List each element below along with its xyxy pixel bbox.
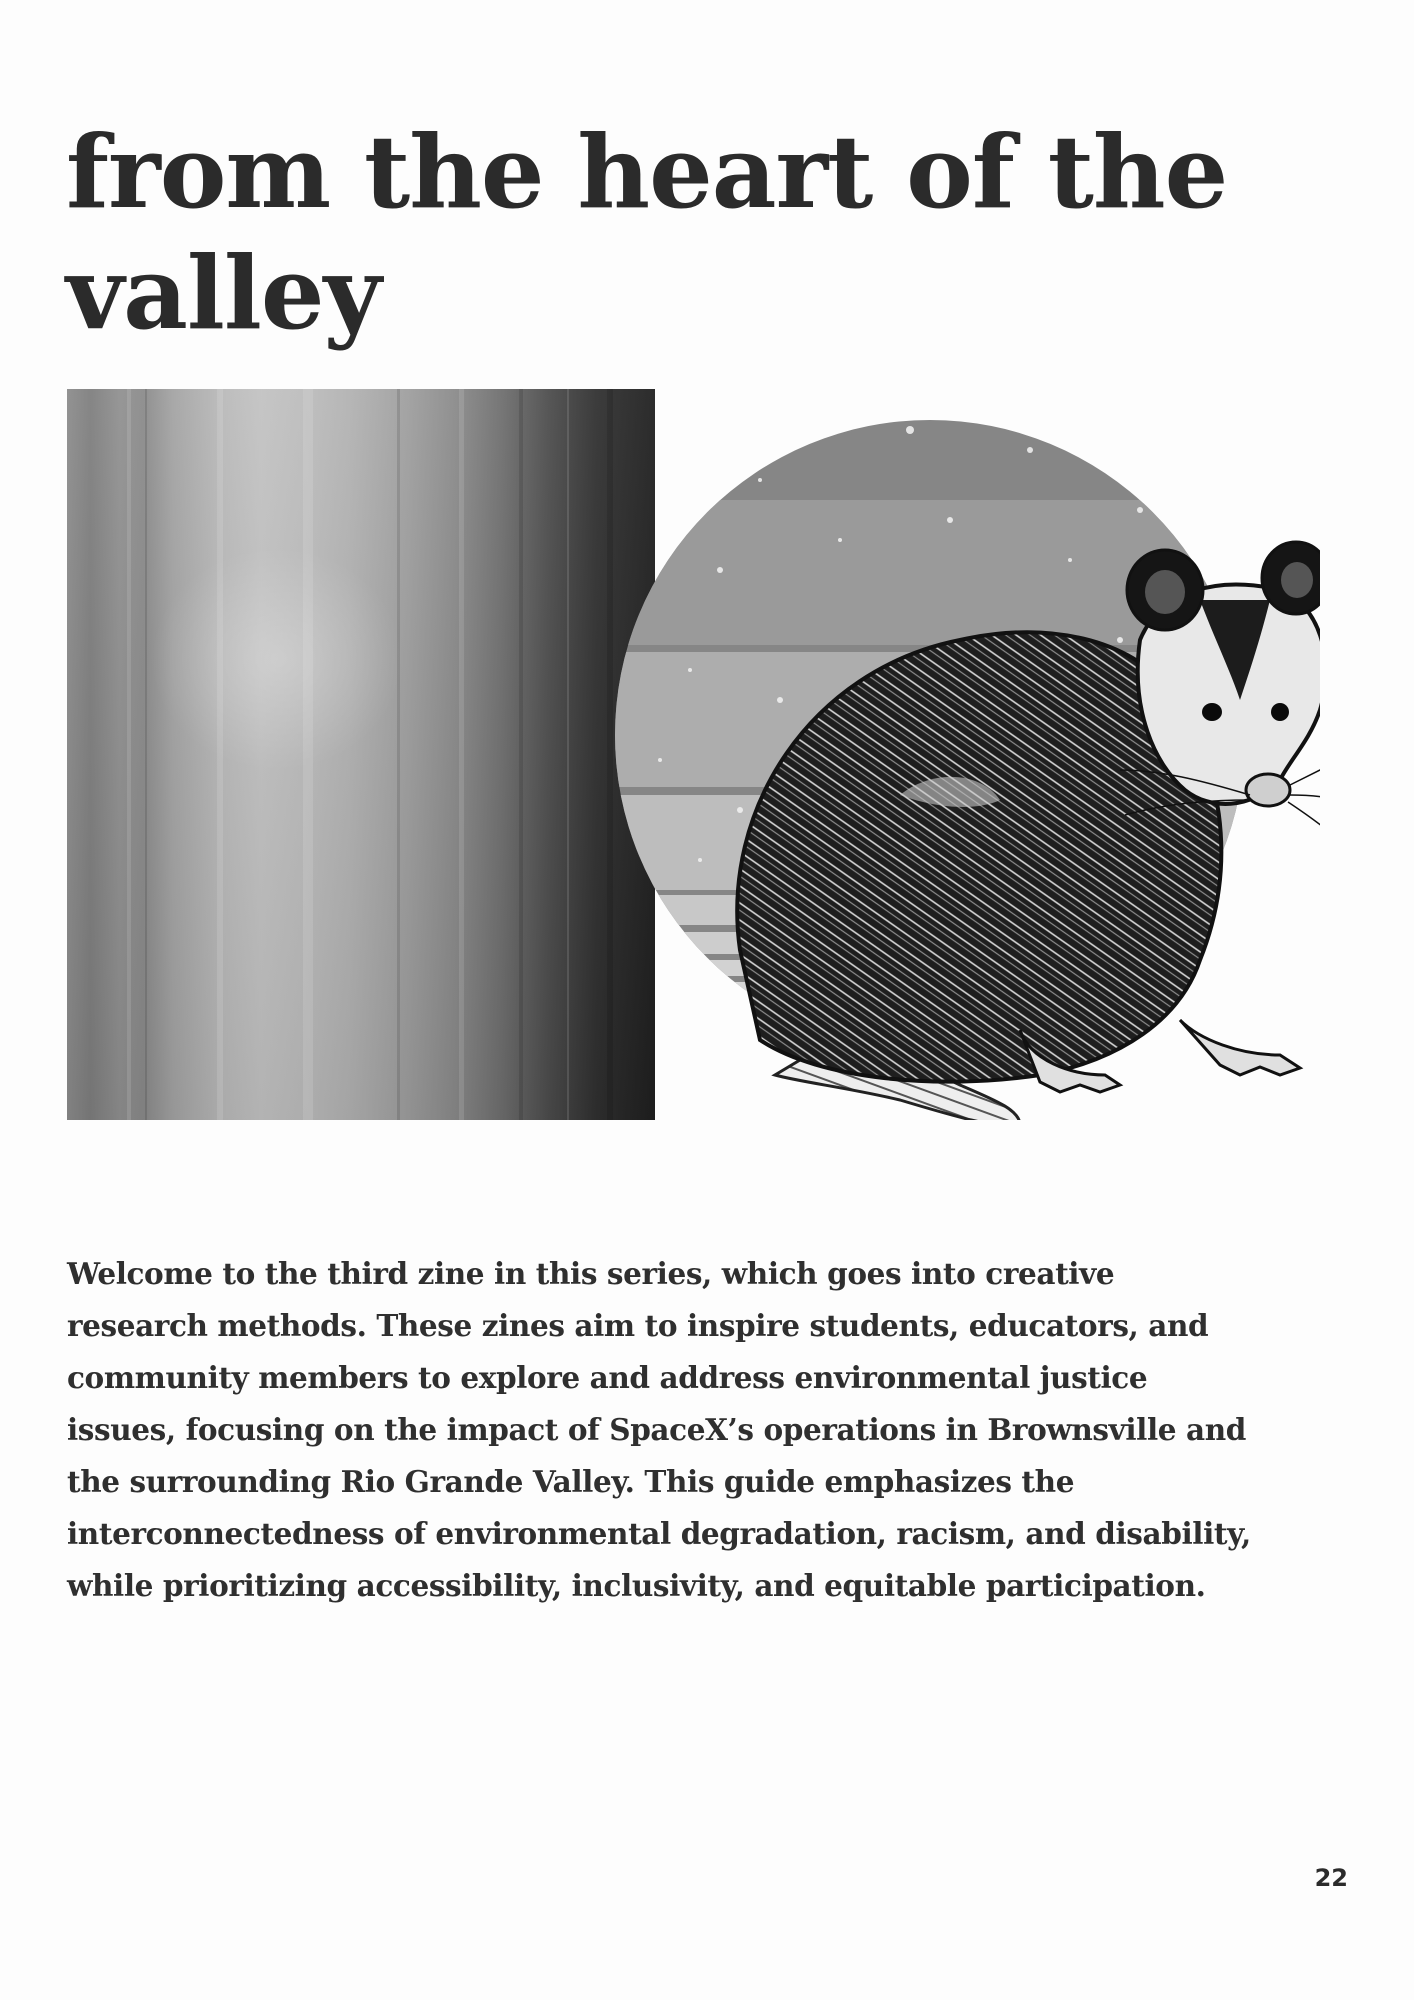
- photo-streak: [567, 389, 569, 1120]
- paragraph-line: interconnectedness of environmental degradation, racism, and disability,: [67, 1516, 1251, 1551]
- photo-streak: [145, 389, 147, 1120]
- photo-streak: [397, 389, 400, 1120]
- photo-streak: [127, 389, 131, 1120]
- waterfall-photo: [67, 389, 655, 1120]
- page-number: 22: [1314, 1864, 1348, 1892]
- paragraph-line: while prioritizing accessibility, inclusivity, and equitable participation.: [67, 1568, 1206, 1603]
- photo-streak: [303, 389, 313, 1120]
- intro-paragraph: [67, 1248, 1337, 1612]
- page-title: from the heart of the valley: [66, 113, 1228, 352]
- photo-streak: [459, 389, 464, 1120]
- paragraph-line: issues, focusing on the impact of SpaceX’s operations in Brownsville and: [67, 1412, 1246, 1447]
- paragraph-line: Welcome to the third zine in this series, which goes into creative: [67, 1256, 1115, 1291]
- opossum-sunset-illustration: [600, 340, 1320, 1120]
- photo-streak: [519, 389, 523, 1120]
- paragraph-line: the surrounding Rio Grande Valley. This guide emphasizes the: [67, 1464, 1075, 1499]
- photo-streak: [217, 389, 223, 1120]
- paragraph-line: community members to explore and address environmental justice: [67, 1360, 1148, 1395]
- paragraph-line: research methods. These zines aim to inspire students, educators, and: [67, 1308, 1209, 1343]
